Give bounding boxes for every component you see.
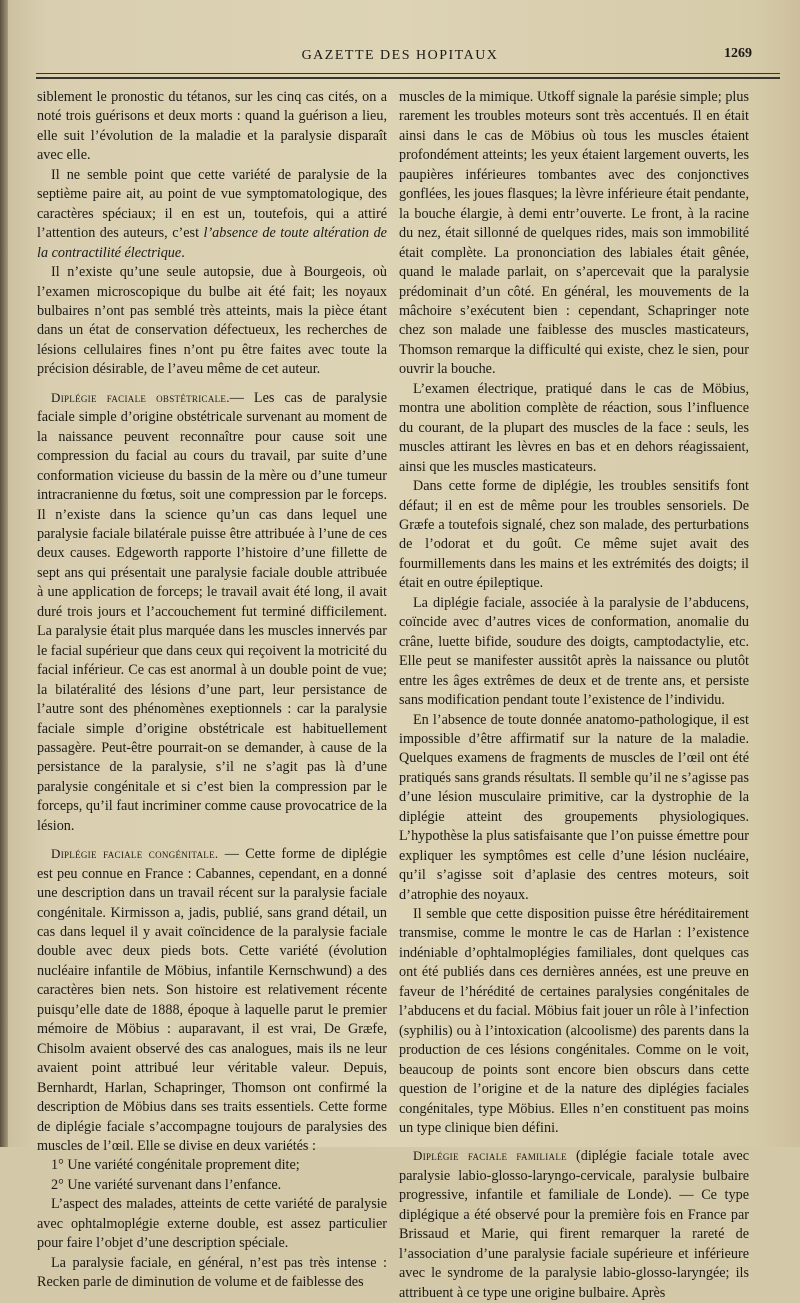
section-heading: Diplégie faciale familiale <box>413 1148 567 1164</box>
emphasis: l’absence de toute altération de la contractilité électrique <box>37 225 387 261</box>
section-paragraph: Diplégie faciale obstétricale.— Les cas de paralysie faciale simple d’origine obstétricale survenant au moment de la naissance peuvent reconnaître pour cause soit une compression du facial au cours du travail, par suite d’une conformation vicieuse du bassin de la mère ou d’une tumeur intracranienne du fœtus, soit une compression par le forceps. Il n’existe dans la science qu’un cas dans lequel une paralysie faciale bilatérale puisse être attribuée à l’une de ces deux causes. Edgeworth rapporte l’histoire d’une fillette de sept ans qui présentait une paralysie faciale double attribuée à une application de forceps; le travail avait été long, il avait duré trois jours et l’accouchement fut terminé difficilement. La paralysie était plus marquée dans les muscles innervés par le facial supérieur que dans ceux qui reçoivent la motricité du facial inférieur. Ce cas est anormal à un double point de vue; la bilatéralité des lésions d’une part, leur persistance de l’autre sont des phénomènes exeptionnels : car la paralysie faciale simple d’origine obstétricale est habituellement passagère. Peut-être pourrait-on se demander, à cause de la persistance de la paralysie, s’il ne s’agit pas là d’une paralysie congénitale et si c’est bien la compression par le forceps, qu’il faut incriminer comme cause provocatrice de la lésion. <box>37 389 387 834</box>
header-rule-thick <box>36 77 780 79</box>
section-paragraph: Diplégie faciale familiale (diplégie faciale totale avec paralysie labio-glosso-laryngo-cervicale, paralysie bulbaire progressive, infantile et familiale de Londe). — Ce type diplégique a été observé pour la première fois en France par Brissaud et Marie, qui firent remarquer la rareté de l’association d’une paralysie faciale supérieure et inférieure avec le syndrome de la paralysie labio-glosso-laryngée; ils attribuent à ce type une origine bulbaire. Après <box>399 1148 749 1301</box>
paragraph: La diplégie faciale, associée à la paralysie de l’abducens, coïncide avec d’autres vices de conformation, anomalie du crâne, luette bifide, soudure des doigts, camptodactylie, etc. Elle peut se manifester aussitôt après la naissance ou plutôt entre les âges extrêmes de deux et de trente ans, et persiste sans modification pendant toute l’existence de l’individu. <box>399 594 749 709</box>
header-rule-thin <box>36 73 780 74</box>
section-paragraph: Diplégie faciale congénitale. — Cette forme de diplégie est peu connue en France : Cabannes, cependant, en a donné une description dans un travail récent sur la paralysie faciale congénitale. Kirmisson a, jadis, publié, sans grand détail, un cas dans lequel il y avait coïncidence de la paralysie faciale double avec deux pieds bots. Cette variété (évolution nucléaire infantile de Möbius, infantile Kernschwund) a des caractères bien nets. Son histoire est relativement récente puisqu’elle date de 1888, époque à laquelle parut le premier mémoire de Möbius : auparavant, il est vrai, De Græfe, Chisolm avaient observé des cas analogues, mais ils ne leur avaient point attribué leur véritable valeur. Depuis, Bernhardt, Harlan, Schapringer, Thomson ont confirmé la description de Möbius dans ses traits essentiels. Cette forme de diplégie faciale s’accompagne toujours de paralysies des muscles de l’œil. Elle se divise en deux variétés : <box>37 846 387 1155</box>
running-header <box>30 46 770 70</box>
paragraph: L’aspect des malades, atteints de cette variété de paralysie avec ophtalmoplégie externe double, est assez particulier pour faire l’objet d’une description spéciale. <box>37 1196 387 1252</box>
paragraph: En l’absence de toute donnée anatomo-pathologique, il est impossible d’être affirmatif sur la nature de la maladie. Quelques examens de fragments de muscles de l’œil ont été pratiqués sans grands résultats. Il semble qu’il ne s’agisse pas d’une lésion musculaire primitive, car la dystrophie de la diplégie atteint des groupements physiologiques. L’hypothèse la plus satisfaisante que l’on puisse émettre pour expliquer les symptômes est celle d’une lésion nucléaire, qu’il s’agisse soit d’aplasie des centres moteurs, soit d’atrophie des noyaux. <box>399 711 749 903</box>
list-item: 2° Une variété survenant dans l’enfance. <box>51 1176 282 1193</box>
right-column <box>399 88 749 1303</box>
paragraph: Il ne semble point que cette variété de paralysie de la septième paire ait, au point de vue symptomatologique, des caractères spéciaux; il en est un, toutefois, qui a attiré l’attention des auteurs, c’est l’absence de toute altération de la contractilité électrique. <box>37 166 387 261</box>
paragraph: siblement le pronostic du tétanos, sur les cinq cas cités, on a noté trois guérisons et deux morts : quand la guérison a lieu, elle suit l’évolution de la maladie et la paralysie disparaît avec elle. <box>37 89 387 164</box>
left-column <box>37 88 387 1293</box>
paragraph: muscles de la mimique. Utkoff signale la parésie simple; plus rarement les troubles moteurs sont très accentués. Il en était ainsi dans le cas de Möbius où tous les muscles étaient profondément atteints; les yeux étaient largement ouverts, les paupières inférieures tombantes avec des conjonctives gonflées, les joues flasques; la lèvre inférieure était pendante, la bouche élargie, à demi entr’ouverte. Le front, à la racine du nez, était sillonné de quelques rides, mais son immobilité était complète. La prononciation des labiales était gênée, quand le malade parlait, on s’apercevait que la paralysie prédominait d’un côté. En général, les mouvements de la mâchoire s’exécutent bien : cependant, Schapringer note chez son malade une faiblesse des muscles masticateurs, Thomson remarque la difficulté qui existe, chez le sien, pour ouvrir la bouche. <box>399 89 749 378</box>
list-item: 1° Une variété congénitale proprement dite; <box>51 1157 300 1174</box>
paragraph: Il n’existe qu’une seule autopsie, due à Bourgeois, où l’examen microscopique du bulbe ait été fait; les noyaux bulbaires n’ont pas semblé très atteints, mais la pièce étant dans un état de conservation défectueux, les recherches de lésions cellulaires fines n’ont pu être faites avec toute la précision désirable, de l’aveu même de cet auteur. <box>37 264 387 378</box>
page-number: 1269 <box>724 46 752 61</box>
paragraph: La paralysie faciale, en général, n’est pas très intense : Recken parle de diminution de volume et de faiblesse des <box>37 1254 387 1291</box>
section-heading: Diplégie faciale obstétricale. <box>51 389 230 405</box>
paragraph: Dans cette forme de diplégie, les troubles sensitifs font défaut; il en est de même pour les troubles sensoriels. De Græfe a toutefois signalé, chez son malade, des perturbations de l’odorat et du goût. Ce même sujet avait des fourmillements dans les mains et les extrémités des doigts; il était en outre épileptique. <box>399 478 749 592</box>
paragraph: L’examen électrique, pratiqué dans le cas de Möbius, montra une abolition complète de réaction, sous l’influence du courant, de la plupart des muscles de la face : seuls, les muscles attirant les lèvres en bas et en dehors réagissaient, ainsi que les muscles masticateurs. <box>399 380 749 475</box>
section-heading: Diplégie faciale congénitale. <box>51 846 219 862</box>
paragraph: Il semble que cette disposition puisse être héréditairement transmise, comme le montre le cas de Harlan : l’existence indéniable d’ophtalmoplégies familiales, dont quelques cas ont été publiés dans ces dernières années, est une preuve en faveur de l’hérédité de certaines paralysies congénitales de l’abducens et du facial. Möbius fait jouer un rôle à l’infection (syphilis) ou à l’intoxication (alcoolisme) des parents dans la production de ces lésions congénitales. Comme on le voit, beaucoup de points sont encore bien obscurs dans cette question de l’origine et de la nature des diplégies faciales congénitales, type Möbius. Elles n’en constituent pas moins un type clinique bien défini. <box>399 906 749 1137</box>
binding-edge <box>0 0 8 1147</box>
journal-title: GAZETTE DES HOPITAUX <box>301 48 499 63</box>
